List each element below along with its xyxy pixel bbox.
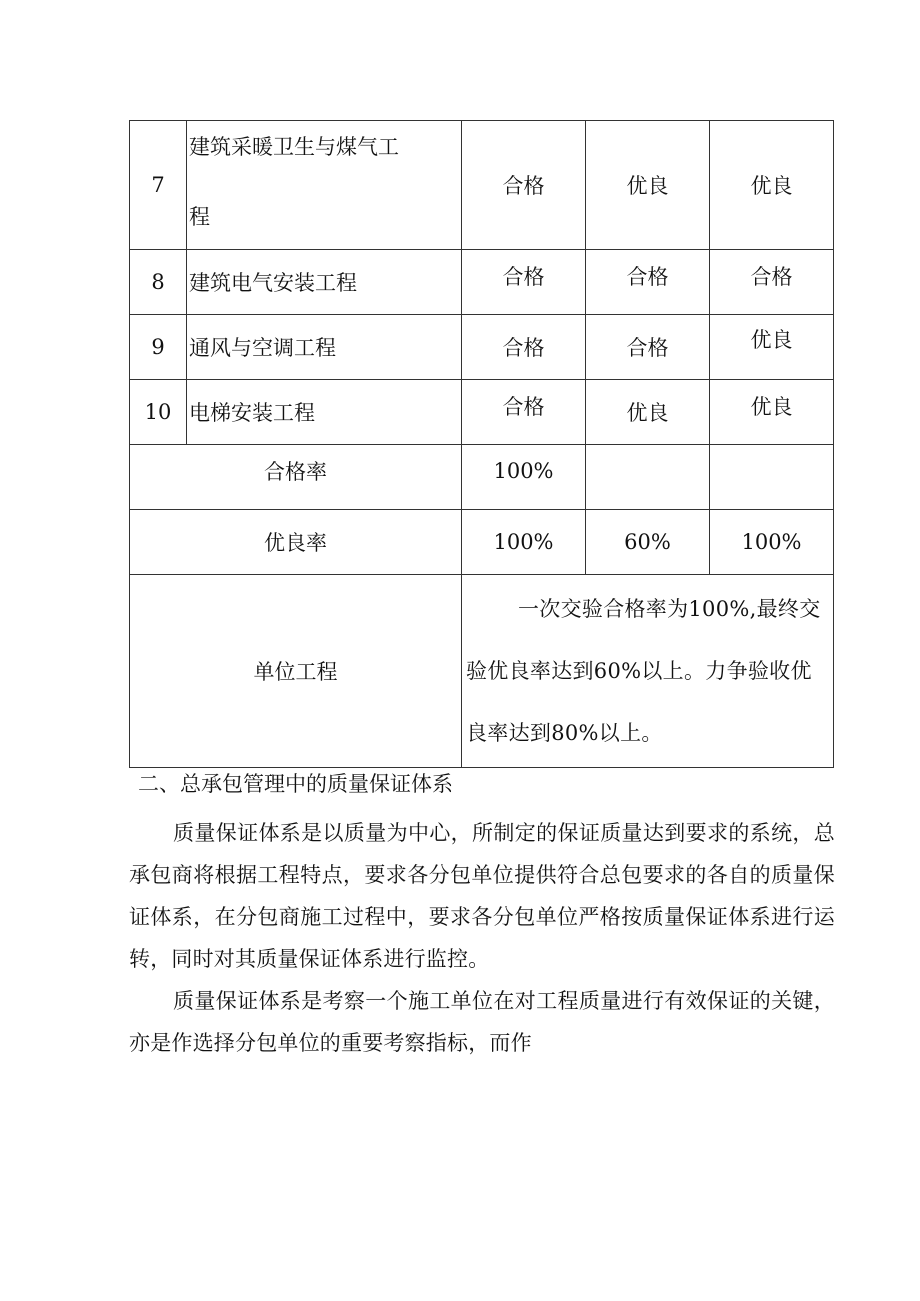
table-row [130,121,834,250]
grade-text: 合格 [750,265,793,289]
table-row [130,250,834,315]
excellent-rate-label: 优良率 [130,510,462,575]
pass-rate-value [710,445,834,510]
excellent-rate-value: 100% [710,510,834,575]
excellent-rate-row [130,510,834,575]
item-name-line: 建筑采暖卫生与煤气工 [189,135,399,159]
row-number: 8 [130,250,187,315]
grade-cell: 优良 [710,121,834,250]
grade-cell [462,380,586,445]
row-number: 10 [130,380,187,445]
excellent-rate-value: 100% [462,510,586,575]
grade-cell [710,315,834,380]
grade-text: 优良 [750,328,793,352]
item-name [187,121,462,250]
grade-cell [586,250,710,315]
grade-cell [710,250,834,315]
grade-cell: 合格 [462,121,586,250]
grade-text: 合格 [626,265,669,289]
unit-project-text: 一次交验合格率为100%,最终交验优良率达到60%以上。力争验收优良率达到80%以上。 [462,575,834,768]
grade-cell [710,380,834,445]
grade-cell: 优良 [586,121,710,250]
row-number: 7 [130,121,187,250]
grade-cell: 优良 [586,380,710,445]
quality-table [129,120,834,768]
grade-text: 优良 [750,395,793,419]
grade-text: 合格 [502,395,545,419]
pass-rate-value: 100% [462,445,586,510]
item-name-line: 程 [189,205,210,229]
body-paragraph: 质量保证体系是考察一个施工单位在对工程质量进行有效保证的关键，亦是作选择分包单位的重要考察指标，而作 [129,989,835,1055]
unit-project-row [130,575,834,768]
pass-rate-value [586,445,710,510]
item-name: 通风与空调工程 [187,315,462,380]
item-name: 建筑电气安装工程 [187,250,462,315]
excellent-rate-value: 60% [586,510,710,575]
row-number: 9 [130,315,187,380]
section-heading: 二、总承包管理中的质量保证体系 [138,772,453,796]
body-paragraph: 质量保证体系是以质量为中心，所制定的保证质量达到要求的系统，总承包商将根据工程特点，要求各分包单位提供符合总包要求的各自的质量保证体系，在分包商施工过程中，要求各分包单位严格按质量保证体系进行运转，同时对其质量保证体系进行监控。 [129,821,835,971]
grade-cell: 合格 [462,315,586,380]
grade-cell: 合格 [586,315,710,380]
grade-cell [462,250,586,315]
item-name: 电梯安装工程 [187,380,462,445]
pass-rate-label: 合格率 [130,445,462,510]
grade-text: 合格 [502,265,545,289]
pass-rate-row [130,445,834,510]
table-row [130,315,834,380]
unit-project-label: 单位工程 [130,575,462,768]
table-row [130,380,834,445]
